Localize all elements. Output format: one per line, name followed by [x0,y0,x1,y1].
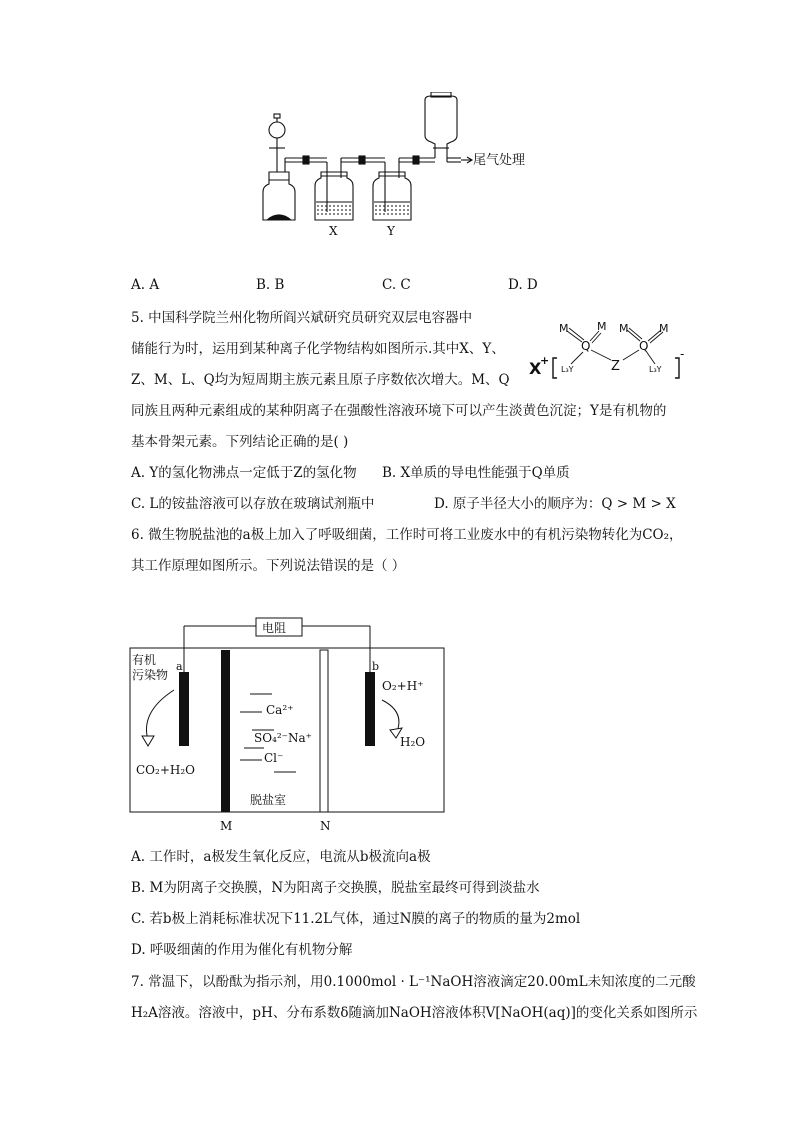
electrode-b-label: b [372,660,380,673]
resistor-label: 电阻 [262,621,287,635]
bottle-y-label: Y [387,224,395,238]
right-reactant-label: O₂+H⁺ [382,679,424,693]
q7-line-2: H₂A溶液。溶液中，pH、分布系数δ随滴加NaOH溶液体积V[NaOH(aq)]的变化关系如图所示 [131,1005,698,1021]
structure-m2: M [597,320,607,333]
structure-m3: M [619,322,629,335]
q6-line-1: 6. 微生物脱盐池的a极上加入了呼吸细菌，工作时可将工业废水中的有机污染物转化为CO₂， [131,527,683,543]
ion-so4-na-label: SO₄²⁻Na⁺ [254,731,313,745]
right-product-label: H₂O [400,735,426,749]
q5-option-b[interactable]: B. X单质的导电性能强于Q单质 [382,465,570,481]
q6-option-d[interactable]: D. 呼吸细菌的作用为催化有机物分解 [131,942,353,958]
q5-line-4: 同族且两种元素组成的某种阴离子在强酸性溶液环境下可以产生淡黄色沉淀；Y是有机物的 [131,403,667,419]
electrode-a-label: a [176,660,183,673]
q5-line-5: 基本骨架元素。下列结论正确的是( ) [131,434,349,450]
gas-apparatus-diagram [255,92,545,242]
q6-option-c[interactable]: C. 若b极上消耗标准状况下11.2L气体，通过N膜的离子的物质的量为2mol [131,911,581,927]
structure-m1: M [559,322,569,335]
membrane-m-label: M [220,819,233,833]
structure-ly2: L₃Y [649,365,662,374]
q5-line-2: 储能行为时，运用到某种离子化学物结构如图所示.其中X、Y、 [131,341,505,357]
q5-option-c[interactable]: C. L的铵盐溶液可以存放在玻璃试剂瓶中 [131,496,375,512]
q4-option-a[interactable]: A. A [131,277,160,293]
bottle-x-label: X [329,224,338,238]
structure-ly1: L₃Y [561,365,574,374]
structure-cation: X [529,359,542,378]
organic-label-1: 有机 [132,653,157,667]
chamber-label: 脱盐室 [250,793,287,807]
structure-q2: Q [639,339,649,353]
left-product-label: CO₂+H₂O [136,763,195,777]
q4-option-c[interactable]: C. C [382,277,411,293]
q5-line-3: Z、M、L、Q均为短周期主族元素且原子序数依次增大。M、Q [131,372,510,388]
q4-option-d[interactable]: D. D [508,277,538,293]
organic-label-2: 污染物 [132,668,169,682]
q7-line-1: 7. 常温下，以酚酞为指示剂，用0.1000mol · L⁻¹NaOH溶液滴定20.00mL未知浓度的二元酸 [131,974,696,990]
q5-option-a[interactable]: A. Y的氢化物沸点一定低于Z的氢化物 [131,465,357,481]
structure-anion-charge: - [680,347,685,361]
structure-cation-charge: + [540,354,550,367]
q6-line-2: 其工作原理如图所示。下列说法错误的是（ ） [131,558,406,574]
structure-m4: M [659,322,669,335]
ion-structure-diagram [527,318,687,382]
q5-line-1: 5. 中国科学院兰州化物所阎兴斌研究员研究双层电容器中 [131,310,473,326]
q6-option-a[interactable]: A. 工作时，a极发生氧化反应，电流从b极流向a极 [131,849,431,865]
structure-q1: Q [581,339,591,353]
membrane-n-label: N [320,819,331,833]
structure-z: Z [611,359,620,374]
q5-option-d[interactable]: D. 原子半径大小的顺序为：Q > M > X [434,496,676,512]
desalination-cell-diagram [126,612,448,842]
tail-gas-label: 尾气处理 [473,153,526,168]
ion-ca-label: Ca²⁺ [266,703,294,717]
q4-option-b[interactable]: B. B [256,277,285,293]
q6-option-b[interactable]: B. M为阴离子交换膜，N为阳离子交换膜，脱盐室最终可得到淡盐水 [131,880,540,896]
ion-cl-label: Cl⁻ [264,751,284,765]
